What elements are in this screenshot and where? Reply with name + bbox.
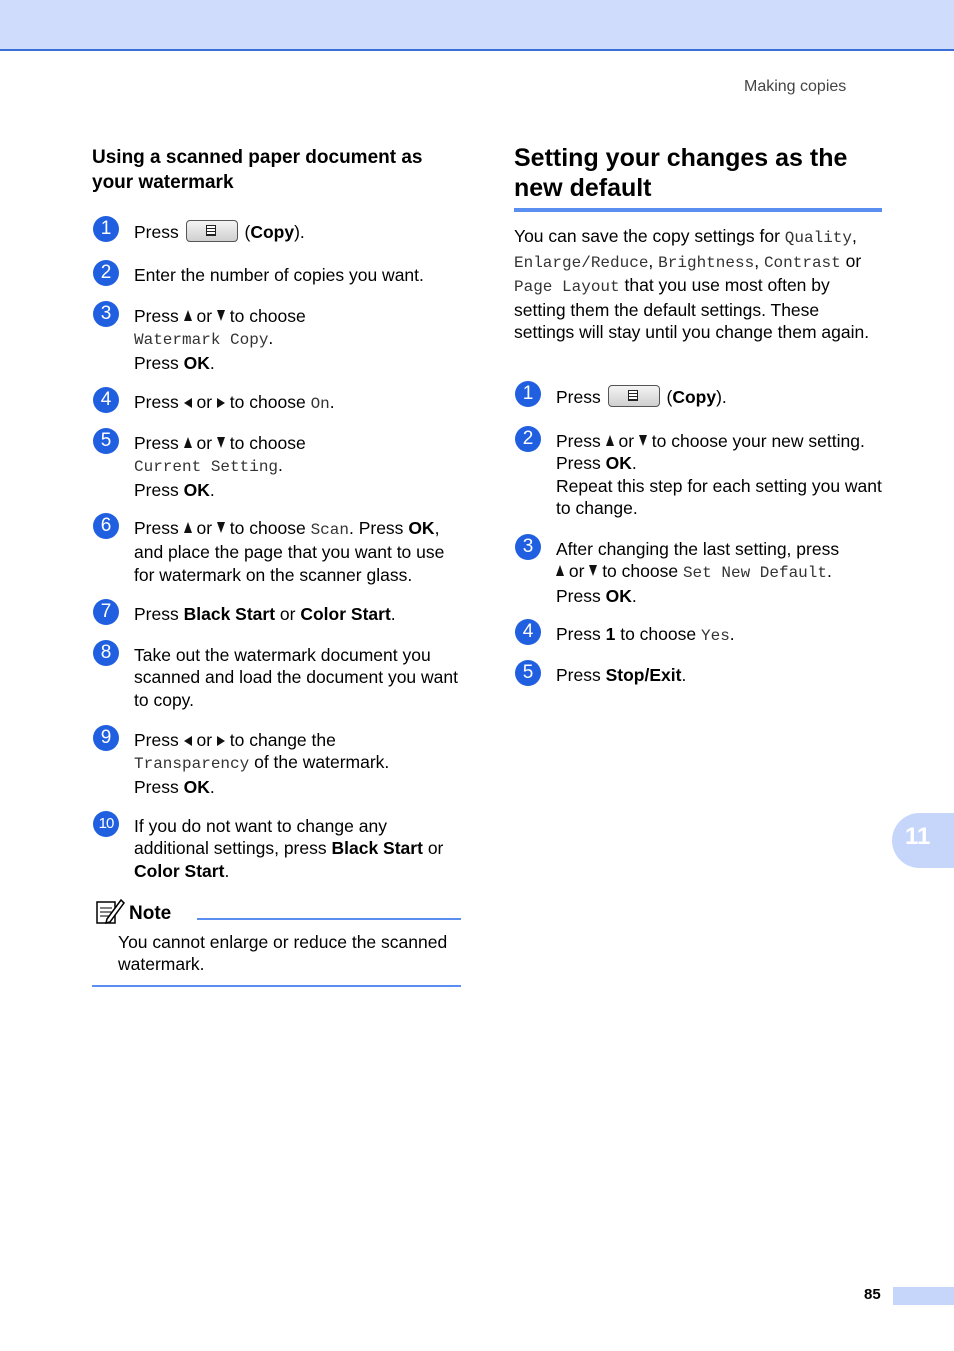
note-pencil-icon — [95, 897, 125, 925]
step-text: Enter the number of copies you want. — [134, 265, 424, 285]
step-number: 1 — [93, 216, 119, 242]
up-arrow-icon — [184, 310, 192, 321]
step-text: Press or to choose On. — [134, 392, 335, 413]
step-text: Press or to choose Watermark Copy. Press OK. — [134, 306, 306, 373]
step-number: 2 — [93, 260, 119, 286]
step-number: 4 — [515, 619, 541, 645]
note-body: You cannot enlarge or reduce the scanned watermark. — [118, 932, 448, 974]
up-arrow-icon — [184, 437, 192, 448]
step-text: Press or to choose Current Setting. Press OK. — [134, 433, 306, 500]
up-arrow-icon — [606, 435, 614, 446]
running-head: Making copies — [744, 78, 847, 95]
step-text: Press or to choose Scan. Press OK, and place the page that you want to use for watermark on the scanner glass. — [134, 518, 445, 585]
step-number: 5 — [93, 428, 119, 454]
section-heading-watermark: Using a scanned paper document as your watermark — [92, 147, 423, 193]
step-number: 6 — [93, 513, 119, 539]
step-number: 8 — [93, 640, 119, 666]
step-number: 4 — [93, 387, 119, 413]
step-text: Press (Copy). — [134, 222, 305, 242]
down-arrow-icon — [217, 437, 225, 448]
note-title: Note — [129, 903, 172, 924]
step-text: Press or to change the Transparency of the watermark. Press OK. — [134, 730, 390, 797]
step-number: 9 — [93, 725, 119, 751]
note-divider-bottom — [92, 985, 461, 987]
down-arrow-icon — [217, 522, 225, 533]
note-divider-top — [197, 918, 461, 920]
up-arrow-icon — [184, 522, 192, 533]
step-text: Press Stop/Exit. — [556, 665, 687, 685]
step-number: 3 — [93, 301, 119, 327]
footer-bar — [893, 1287, 954, 1305]
down-arrow-icon — [589, 565, 597, 576]
step-text: Press 1 to choose Yes. — [556, 624, 735, 645]
step-number: 3 — [515, 534, 541, 560]
top-banner — [0, 0, 954, 51]
up-arrow-icon — [556, 565, 564, 576]
page-number: 85 — [864, 1286, 881, 1303]
right-arrow-icon — [217, 398, 225, 408]
step-number: 7 — [93, 599, 119, 625]
right-arrow-icon — [217, 736, 225, 746]
step-text: Take out the watermark document you scanned and load the document you want to copy. — [134, 645, 458, 710]
step-text: If you do not want to change any additional settings, press Black Start or Color Start. — [134, 816, 444, 881]
step-number: 5 — [515, 660, 541, 686]
step-text: After changing the last setting, press or to choose Set New Default. Press OK. — [556, 539, 840, 606]
step-text: Press or to choose your new setting. Press OK. Repeat this step for each setting you want to change. — [556, 431, 882, 518]
left-arrow-icon — [184, 398, 192, 408]
down-arrow-icon — [639, 435, 647, 446]
step-text: Press (Copy). — [556, 387, 727, 407]
down-arrow-icon — [217, 310, 225, 321]
intro-paragraph: You can save the copy settings for Quality, Enlarge/Reduce, Brightness, Contrast or Page Layout that you use most often by setting them the default settings. These settings will stay until you change them again. — [514, 226, 870, 342]
step-number: 1 — [515, 381, 541, 407]
step-number: 2 — [515, 426, 541, 452]
left-arrow-icon — [184, 736, 192, 746]
heading-underline — [514, 208, 882, 212]
chapter-number: 11 — [905, 823, 931, 850]
step-text: Press Black Start or Color Start. — [134, 604, 396, 624]
copy-key-icon — [186, 220, 238, 242]
section-heading-new-default: Setting your changes as the new default — [514, 144, 848, 202]
step-number: 10 — [93, 811, 119, 837]
copy-key-icon — [608, 385, 660, 407]
